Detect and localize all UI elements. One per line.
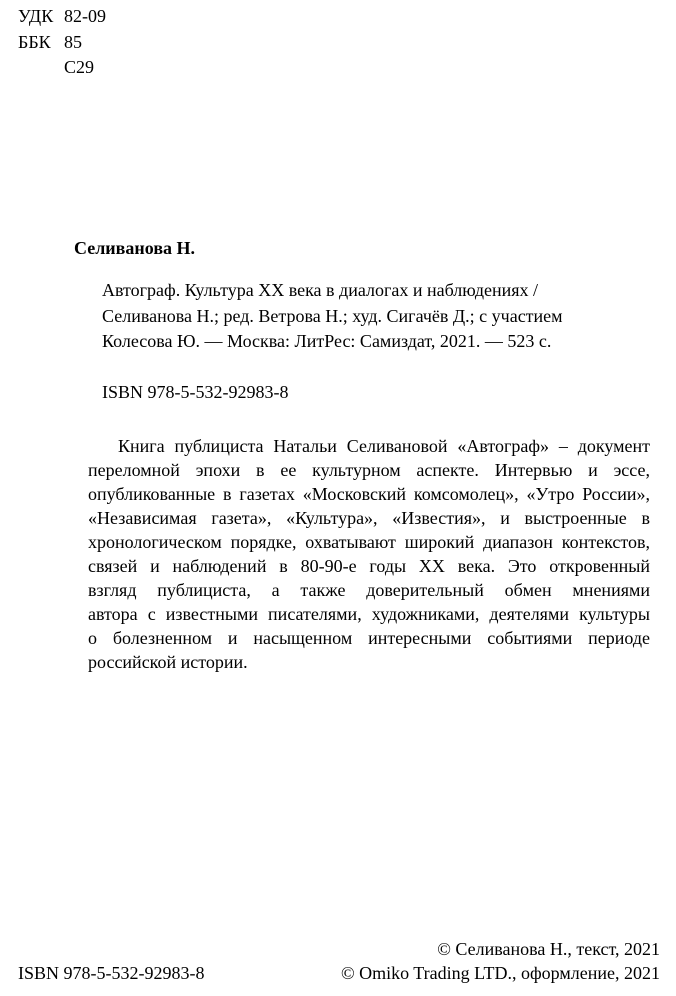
abstract-line: российской истории. [88,652,248,672]
abstract-line: связей и наблюдений в 80-90-е годы XX века. Это откровенный [88,556,650,576]
bibliographic-line: Автограф. Культура XX века в диалогах и наблюдениях / [102,280,539,300]
footer-isbn: ISBN 978-5-532-92983-8 [18,963,205,983]
bibliographic-line: Колесова Ю. — Москва: ЛитРес: Самиздат, 2021. — 523 с. [102,331,552,351]
abstract-line: «Независимая газета», «Культура», «Известия», и выстроенные в [88,508,650,528]
abstract-line: хронологическом порядке, охватывают широкий диапазон контекстов, [88,532,650,552]
abstract-line: переломной эпохи в ее культурном аспекте. Интервью и эссе, [88,460,650,480]
author-sign-row [18,55,94,79]
copyright-text: © Селиванова Н., текст, 2021 [437,939,660,959]
bibliographic-line: Селиванова Н.; ред. Ветрова Н.; худ. Сигачёв Д.; с участием [102,306,563,326]
bbk-label: ББК [18,32,51,52]
abstract-paragraph [88,434,650,674]
abstract-line: опубликованные в газетах «Московский комсомолец», «Утро России», [88,484,650,504]
copyright-design: © Omiko Trading LTD., оформление, 2021 [340,963,660,983]
udk-value: 82-09 [64,6,106,26]
bbk-row [18,30,82,54]
abstract-line: взгляд публициста, а также доверительный обмен мнениями [88,580,650,600]
author-sign-value: С29 [64,57,95,77]
isbn-main: ISBN 978-5-532-92983-8 [102,382,289,402]
bbk-value: 85 [64,32,82,52]
udk-row [18,4,106,28]
abstract-line: о болезненном и насыщенном интересными событиями периоде [88,628,650,648]
author-heading: Селиванова Н. [74,238,196,258]
abstract-line: автора с известными писателями, художниками, деятелями культуры [88,604,650,624]
udk-label: УДК [18,6,54,26]
abstract-line: Книга публициста Натальи Селивановой «Автограф» – документ [118,436,650,456]
